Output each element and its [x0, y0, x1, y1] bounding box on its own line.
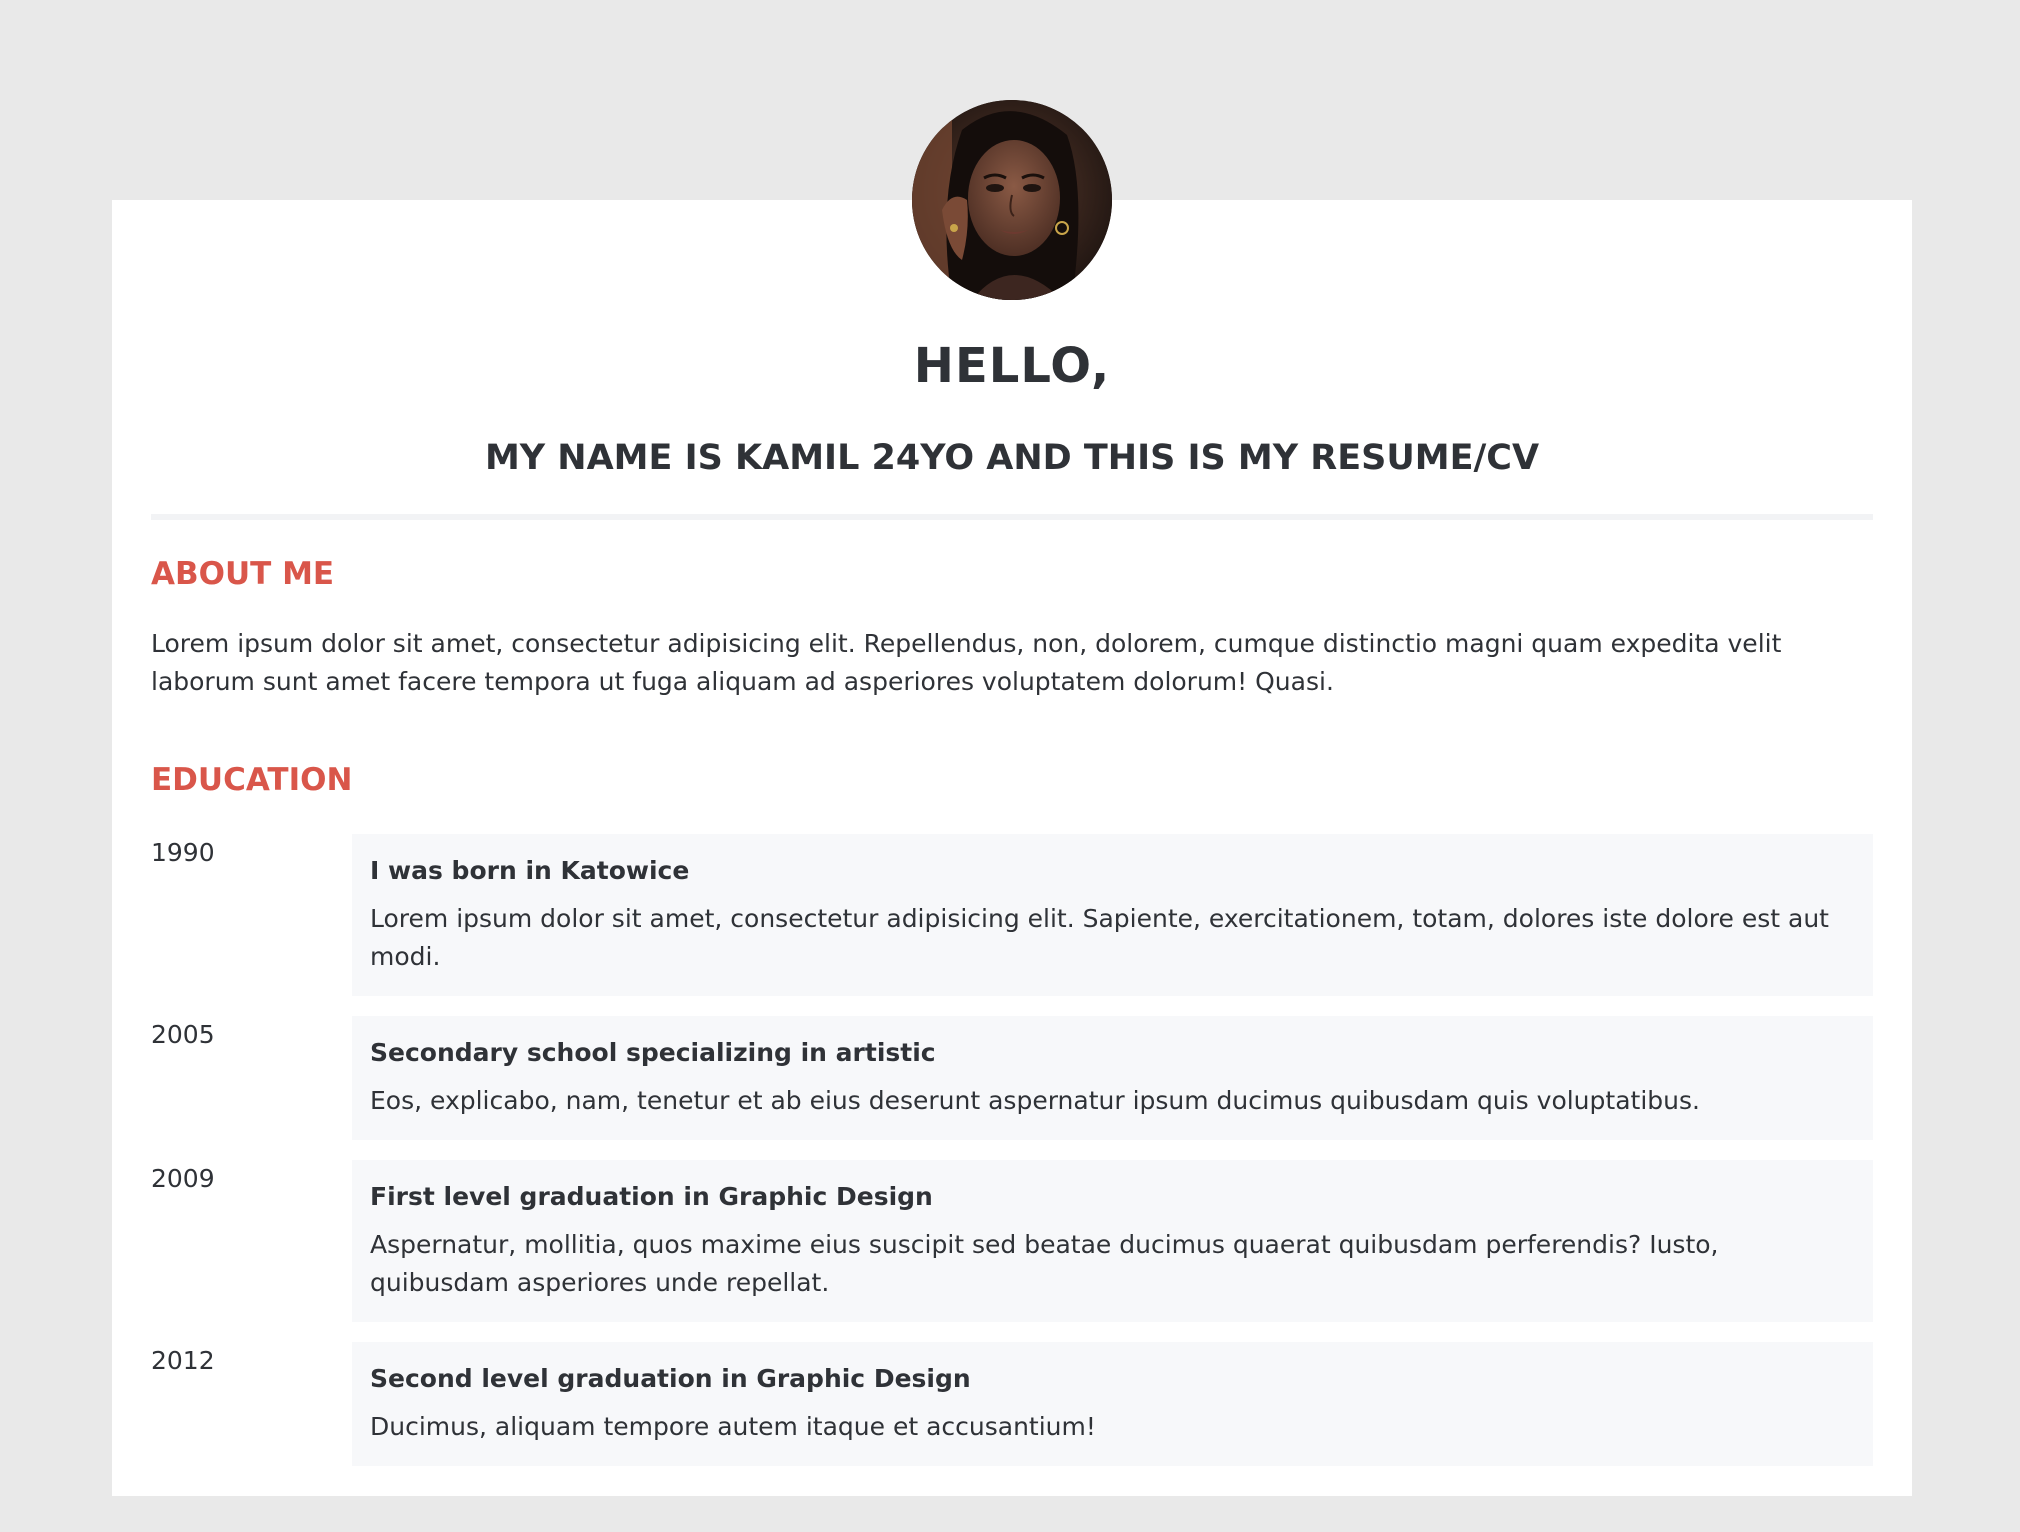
education-timeline — [151, 834, 1873, 1486]
education-entry-text: Aspernatur, mollitia, quos maxime eius suscipit sed beatae ducimus quaerat quibusdam perferendis? Iusto, quibusdam asperiores unde repellat. — [370, 1230, 1719, 1297]
education-entry-title: Secondary school specializing in artistic — [370, 1038, 936, 1067]
greeting-heading: HELLO, — [913, 338, 1111, 394]
avatar — [912, 100, 1112, 300]
resume-subtitle: MY NAME IS KAMIL 24YO AND THIS IS MY RESUME/CV — [484, 438, 1540, 478]
education-entry — [352, 1160, 1873, 1322]
education-entry-text: Ducimus, aliquam tempore autem itaque et accusantium! — [370, 1412, 1096, 1441]
about-section-title: ABOUT ME — [151, 556, 335, 592]
education-entry — [352, 1342, 1873, 1466]
education-item — [151, 1016, 1873, 1140]
education-entry-text: Lorem ipsum dolor sit amet, consectetur adipisicing elit. Sapiente, exercitationem, totam, dolores iste dolore est aut modi. — [370, 904, 1829, 971]
education-year: 1990 — [151, 838, 215, 867]
education-entry — [352, 834, 1873, 996]
header-divider — [151, 514, 1873, 520]
education-year: 2005 — [151, 1020, 215, 1049]
education-item — [151, 834, 1873, 996]
education-entry-title: Second level graduation in Graphic Design — [370, 1364, 971, 1393]
education-entry-text: Eos, explicabo, nam, tenetur et ab eius deserunt aspernatur ipsum ducimus quibusdam quis voluptatibus. — [370, 1086, 1700, 1115]
education-section-title: EDUCATION — [151, 762, 353, 798]
education-entry — [352, 1016, 1873, 1140]
education-year: 2009 — [151, 1164, 215, 1193]
about-text: Lorem ipsum dolor sit amet, consectetur adipisicing elit. Repellendus, non, dolorem, cumque distinctio magni quam expedita velit laborum sunt amet facere tempora ut fuga aliquam ad asperiores voluptatem dolorum! Quasi. — [151, 629, 1782, 696]
education-entry-title: I was born in Katowice — [370, 856, 690, 885]
resume-card — [112, 200, 1912, 1496]
education-entry-title: First level graduation in Graphic Design — [370, 1182, 933, 1211]
education-item — [151, 1342, 1873, 1466]
education-item — [151, 1160, 1873, 1322]
portrait-image — [912, 100, 1112, 300]
education-year: 2012 — [151, 1346, 215, 1375]
